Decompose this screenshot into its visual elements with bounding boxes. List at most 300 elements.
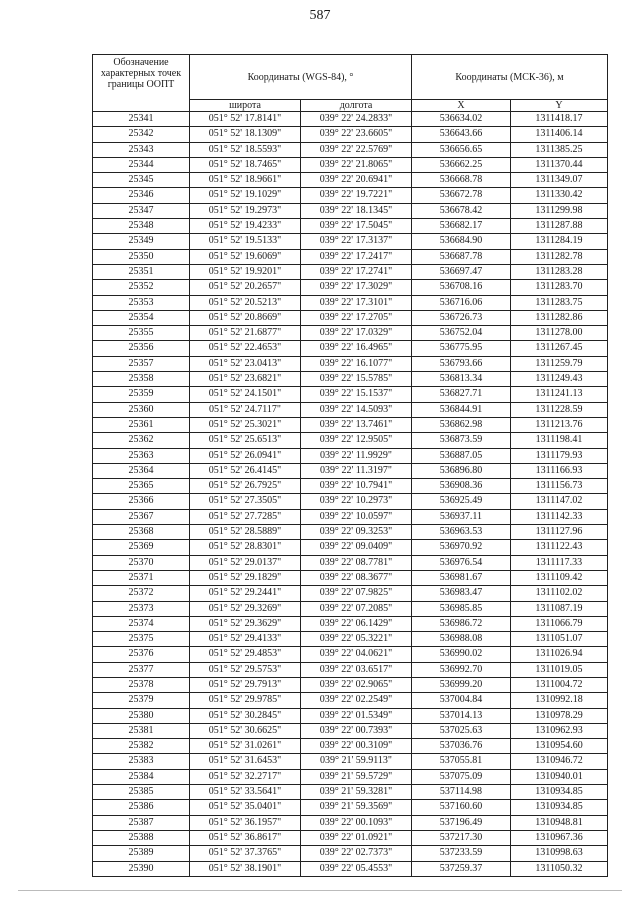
table-row (93, 846, 608, 861)
latitude-cell: 051° 52' 29.2441" (190, 586, 301, 601)
longitude-cell: 039° 21' 59.5729" (301, 769, 412, 784)
point-id-cell: 25363 (93, 448, 190, 463)
longitude-cell: 039° 22' 17.3029" (301, 280, 412, 295)
latitude-cell: 051° 52' 20.5213" (190, 295, 301, 310)
y-cell: 1311102.02 (511, 586, 608, 601)
table-body (93, 112, 608, 877)
longitude-cell: 039° 21' 59.9113" (301, 754, 412, 769)
point-id-cell: 25351 (93, 264, 190, 279)
y-cell: 1311283.70 (511, 280, 608, 295)
table-row (93, 341, 608, 356)
latitude-cell: 051° 52' 31.6453" (190, 754, 301, 769)
y-cell: 1311385.25 (511, 142, 608, 157)
latitude-cell: 051° 52' 21.6877" (190, 326, 301, 341)
header-longitude: долгота (301, 100, 412, 112)
table-row (93, 234, 608, 249)
x-cell: 536827.71 (412, 387, 511, 402)
table-header (93, 55, 608, 112)
latitude-cell: 051° 52' 25.6513" (190, 433, 301, 448)
x-cell: 536985.85 (412, 601, 511, 616)
table-row (93, 479, 608, 494)
latitude-cell: 051° 52' 31.0261" (190, 739, 301, 754)
point-id-cell: 25354 (93, 310, 190, 325)
header-msk: Координаты (МСК-36), м (412, 55, 608, 100)
table-row (93, 127, 608, 142)
y-cell: 1310940.01 (511, 769, 608, 784)
x-cell: 536682.17 (412, 219, 511, 234)
point-id-cell: 25370 (93, 555, 190, 570)
point-id-cell: 25362 (93, 433, 190, 448)
boundary-points-table (92, 54, 608, 877)
x-cell: 537036.76 (412, 739, 511, 754)
latitude-cell: 051° 52' 33.5641" (190, 785, 301, 800)
latitude-cell: 051° 52' 24.7117" (190, 402, 301, 417)
y-cell: 1311406.14 (511, 127, 608, 142)
x-cell: 537160.60 (412, 800, 511, 815)
y-cell: 1311418.17 (511, 112, 608, 127)
longitude-cell: 039° 22' 21.8065" (301, 157, 412, 172)
y-cell: 1311213.76 (511, 417, 608, 432)
x-cell: 536672.78 (412, 188, 511, 203)
table-row (93, 219, 608, 234)
point-id-cell: 25385 (93, 785, 190, 800)
longitude-cell: 039° 22' 12.9505" (301, 433, 412, 448)
point-id-cell: 25376 (93, 647, 190, 662)
table-row (93, 769, 608, 784)
longitude-cell: 039° 22' 07.9825" (301, 586, 412, 601)
table-row (93, 662, 608, 677)
y-cell: 1311122.43 (511, 540, 608, 555)
latitude-cell: 051° 52' 26.7925" (190, 479, 301, 494)
point-id-cell: 25358 (93, 372, 190, 387)
latitude-cell: 051° 52' 28.8301" (190, 540, 301, 555)
point-id-cell: 25355 (93, 326, 190, 341)
table-row (93, 693, 608, 708)
table-row (93, 555, 608, 570)
header-x: X (412, 100, 511, 112)
point-id-cell: 25341 (93, 112, 190, 127)
point-id-cell: 25353 (93, 295, 190, 310)
latitude-cell: 051° 52' 36.8617" (190, 830, 301, 845)
latitude-cell: 051° 52' 32.2717" (190, 769, 301, 784)
x-cell: 536643.66 (412, 127, 511, 142)
longitude-cell: 039° 22' 15.1537" (301, 387, 412, 402)
point-id-cell: 25377 (93, 662, 190, 677)
longitude-cell: 039° 22' 10.2973" (301, 494, 412, 509)
x-cell: 536634.02 (412, 112, 511, 127)
point-id-cell: 25381 (93, 723, 190, 738)
table-row (93, 372, 608, 387)
point-id-cell: 25356 (93, 341, 190, 356)
x-cell: 536684.90 (412, 234, 511, 249)
longitude-cell: 039° 22' 20.6941" (301, 173, 412, 188)
latitude-cell: 051° 52' 19.6069" (190, 249, 301, 264)
latitude-cell: 051° 52' 29.9785" (190, 693, 301, 708)
point-id-cell: 25368 (93, 525, 190, 540)
y-cell: 1311117.33 (511, 555, 608, 570)
y-cell: 1311241.13 (511, 387, 608, 402)
x-cell: 536908.36 (412, 479, 511, 494)
table-row (93, 800, 608, 815)
x-cell: 536862.98 (412, 417, 511, 432)
longitude-cell: 039° 22' 02.2549" (301, 693, 412, 708)
x-cell: 536887.05 (412, 448, 511, 463)
y-cell: 1311330.42 (511, 188, 608, 203)
table-row (93, 326, 608, 341)
y-cell: 1311282.78 (511, 249, 608, 264)
y-cell: 1310998.63 (511, 846, 608, 861)
x-cell: 536687.78 (412, 249, 511, 264)
y-cell: 1311287.88 (511, 219, 608, 234)
y-cell: 1310948.81 (511, 815, 608, 830)
table-row (93, 509, 608, 524)
x-cell: 536990.02 (412, 647, 511, 662)
y-cell: 1311050.32 (511, 861, 608, 876)
y-cell: 1311283.28 (511, 264, 608, 279)
y-cell: 1310962.93 (511, 723, 608, 738)
y-cell: 1311026.94 (511, 647, 608, 662)
latitude-cell: 051° 52' 29.4133" (190, 632, 301, 647)
x-cell: 536708.16 (412, 280, 511, 295)
point-id-cell: 25359 (93, 387, 190, 402)
table-row (93, 739, 608, 754)
y-cell: 1311282.86 (511, 310, 608, 325)
longitude-cell: 039° 22' 00.7393" (301, 723, 412, 738)
longitude-cell: 039° 22' 01.5349" (301, 708, 412, 723)
x-cell: 536976.54 (412, 555, 511, 570)
x-cell: 537196.49 (412, 815, 511, 830)
point-id-cell: 25371 (93, 570, 190, 585)
longitude-cell: 039° 22' 19.7221" (301, 188, 412, 203)
point-id-cell: 25350 (93, 249, 190, 264)
x-cell: 536813.34 (412, 372, 511, 387)
point-id-cell: 25357 (93, 356, 190, 371)
point-id-cell: 25347 (93, 203, 190, 218)
y-cell: 1311109.42 (511, 570, 608, 585)
longitude-cell: 039° 22' 10.0597" (301, 509, 412, 524)
point-id-cell: 25366 (93, 494, 190, 509)
table-row (93, 295, 608, 310)
x-cell: 536678.42 (412, 203, 511, 218)
longitude-cell: 039° 21' 59.3281" (301, 785, 412, 800)
table-row (93, 616, 608, 631)
table-row (93, 570, 608, 585)
latitude-cell: 051° 52' 23.0413" (190, 356, 301, 371)
table-row (93, 112, 608, 127)
table-row (93, 264, 608, 279)
table-row (93, 203, 608, 218)
header-y: Y (511, 100, 608, 112)
latitude-cell: 051° 52' 17.8141" (190, 112, 301, 127)
x-cell: 537075.09 (412, 769, 511, 784)
longitude-cell: 039° 22' 09.0409" (301, 540, 412, 555)
y-cell: 1311087.19 (511, 601, 608, 616)
latitude-cell: 051° 52' 19.2973" (190, 203, 301, 218)
x-cell: 536873.59 (412, 433, 511, 448)
latitude-cell: 051° 52' 18.1309" (190, 127, 301, 142)
latitude-cell: 051° 52' 29.7913" (190, 677, 301, 692)
y-cell: 1311228.59 (511, 402, 608, 417)
y-cell: 1311370.44 (511, 157, 608, 172)
longitude-cell: 039° 22' 16.1077" (301, 356, 412, 371)
table-row (93, 356, 608, 371)
point-id-cell: 25389 (93, 846, 190, 861)
longitude-cell: 039° 22' 24.2833" (301, 112, 412, 127)
point-id-cell: 25349 (93, 234, 190, 249)
table-row (93, 785, 608, 800)
x-cell: 536988.08 (412, 632, 511, 647)
y-cell: 1311147.02 (511, 494, 608, 509)
point-id-cell: 25387 (93, 815, 190, 830)
longitude-cell: 039° 22' 06.1429" (301, 616, 412, 631)
longitude-cell: 039° 22' 07.2085" (301, 601, 412, 616)
x-cell: 537259.37 (412, 861, 511, 876)
point-id-cell: 25383 (93, 754, 190, 769)
latitude-cell: 051° 52' 18.9661" (190, 173, 301, 188)
latitude-cell: 051° 52' 30.6625" (190, 723, 301, 738)
x-cell: 536999.20 (412, 677, 511, 692)
table-row (93, 708, 608, 723)
y-cell: 1311166.93 (511, 463, 608, 478)
x-cell: 536844.91 (412, 402, 511, 417)
x-cell: 536970.92 (412, 540, 511, 555)
latitude-cell: 051° 52' 38.1901" (190, 861, 301, 876)
point-id-cell: 25382 (93, 739, 190, 754)
table-row (93, 433, 608, 448)
boundary-points-table-wrapper (92, 54, 607, 877)
table-row (93, 723, 608, 738)
point-id-cell: 25373 (93, 601, 190, 616)
table-row (93, 173, 608, 188)
point-id-cell: 25375 (93, 632, 190, 647)
point-id-cell: 25343 (93, 142, 190, 157)
latitude-cell: 051° 52' 20.8669" (190, 310, 301, 325)
longitude-cell: 039° 22' 10.7941" (301, 479, 412, 494)
point-id-cell: 25364 (93, 463, 190, 478)
table-row (93, 830, 608, 845)
longitude-cell: 039° 22' 23.6605" (301, 127, 412, 142)
table-row (93, 310, 608, 325)
page-bottom-divider (18, 890, 622, 891)
point-id-cell: 25380 (93, 708, 190, 723)
longitude-cell: 039° 22' 11.3197" (301, 463, 412, 478)
latitude-cell: 051° 52' 35.0401" (190, 800, 301, 815)
y-cell: 1310954.60 (511, 739, 608, 754)
longitude-cell: 039° 22' 05.4553" (301, 861, 412, 876)
table-row (93, 815, 608, 830)
table-row (93, 632, 608, 647)
longitude-cell: 039° 21' 59.3569" (301, 800, 412, 815)
y-cell: 1311249.43 (511, 372, 608, 387)
longitude-cell: 039° 22' 02.7373" (301, 846, 412, 861)
longitude-cell: 039° 22' 05.3221" (301, 632, 412, 647)
x-cell: 537233.59 (412, 846, 511, 861)
x-cell: 536981.67 (412, 570, 511, 585)
x-cell: 536656.65 (412, 142, 511, 157)
x-cell: 536992.70 (412, 662, 511, 677)
x-cell: 537025.63 (412, 723, 511, 738)
point-id-cell: 25379 (93, 693, 190, 708)
y-cell: 1311019.05 (511, 662, 608, 677)
longitude-cell: 039° 22' 17.2417" (301, 249, 412, 264)
table-row (93, 157, 608, 172)
point-id-cell: 25361 (93, 417, 190, 432)
page-number: 587 (309, 8, 331, 23)
longitude-cell: 039° 22' 16.4965" (301, 341, 412, 356)
longitude-cell: 039° 22' 00.3109" (301, 739, 412, 754)
y-cell: 1310934.85 (511, 785, 608, 800)
x-cell: 536793.66 (412, 356, 511, 371)
x-cell: 536983.47 (412, 586, 511, 601)
longitude-cell: 039° 22' 17.2705" (301, 310, 412, 325)
y-cell: 1311283.75 (511, 295, 608, 310)
x-cell: 536925.49 (412, 494, 511, 509)
y-cell: 1311299.98 (511, 203, 608, 218)
latitude-cell: 051° 52' 19.4233" (190, 219, 301, 234)
y-cell: 1310934.85 (511, 800, 608, 815)
point-id-cell: 25348 (93, 219, 190, 234)
table-row (93, 387, 608, 402)
longitude-cell: 039° 22' 08.3677" (301, 570, 412, 585)
y-cell: 1311284.19 (511, 234, 608, 249)
longitude-cell: 039° 22' 22.5769" (301, 142, 412, 157)
latitude-cell: 051° 52' 29.5753" (190, 662, 301, 677)
longitude-cell: 039° 22' 17.3101" (301, 295, 412, 310)
table-row (93, 754, 608, 769)
point-id-cell: 25378 (93, 677, 190, 692)
point-id-cell: 25369 (93, 540, 190, 555)
point-id-cell: 25342 (93, 127, 190, 142)
table-row (93, 280, 608, 295)
latitude-cell: 051° 52' 27.7285" (190, 509, 301, 524)
latitude-cell: 051° 52' 29.1829" (190, 570, 301, 585)
x-cell: 537114.98 (412, 785, 511, 800)
latitude-cell: 051° 52' 30.2845" (190, 708, 301, 723)
latitude-cell: 051° 52' 29.4853" (190, 647, 301, 662)
latitude-cell: 051° 52' 23.6821" (190, 372, 301, 387)
x-cell: 536697.47 (412, 264, 511, 279)
latitude-cell: 051° 52' 25.3021" (190, 417, 301, 432)
longitude-cell: 039° 22' 14.5093" (301, 402, 412, 417)
x-cell: 536963.53 (412, 525, 511, 540)
latitude-cell: 051° 52' 18.7465" (190, 157, 301, 172)
longitude-cell: 039° 22' 18.1345" (301, 203, 412, 218)
y-cell: 1310946.72 (511, 754, 608, 769)
y-cell: 1311278.00 (511, 326, 608, 341)
longitude-cell: 039° 22' 04.0621" (301, 647, 412, 662)
y-cell: 1311127.96 (511, 525, 608, 540)
latitude-cell: 051° 52' 24.1501" (190, 387, 301, 402)
table-row (93, 601, 608, 616)
longitude-cell: 039° 22' 17.0329" (301, 326, 412, 341)
table-row (93, 647, 608, 662)
longitude-cell: 039° 22' 17.2741" (301, 264, 412, 279)
latitude-cell: 051° 52' 19.1029" (190, 188, 301, 203)
x-cell: 536775.95 (412, 341, 511, 356)
latitude-cell: 051° 52' 29.3629" (190, 616, 301, 631)
table-row (93, 677, 608, 692)
latitude-cell: 051° 52' 29.3269" (190, 601, 301, 616)
point-id-cell: 25352 (93, 280, 190, 295)
longitude-cell: 039° 22' 01.0921" (301, 830, 412, 845)
header-point-label: Обозначение характерных точек границы ООПТ (93, 55, 190, 112)
y-cell: 1311051.07 (511, 632, 608, 647)
x-cell: 537004.84 (412, 693, 511, 708)
x-cell: 536668.78 (412, 173, 511, 188)
y-cell: 1310967.36 (511, 830, 608, 845)
table-row (93, 525, 608, 540)
header-latitude: широта (190, 100, 301, 112)
longitude-cell: 039° 22' 15.5785" (301, 372, 412, 387)
y-cell: 1310978.29 (511, 708, 608, 723)
x-cell: 536752.04 (412, 326, 511, 341)
table-row (93, 586, 608, 601)
longitude-cell: 039° 22' 00.1093" (301, 815, 412, 830)
latitude-cell: 051° 52' 29.0137" (190, 555, 301, 570)
y-cell: 1311004.72 (511, 677, 608, 692)
point-id-cell: 25360 (93, 402, 190, 417)
latitude-cell: 051° 52' 20.2657" (190, 280, 301, 295)
y-cell: 1310992.18 (511, 693, 608, 708)
x-cell: 537217.30 (412, 830, 511, 845)
y-cell: 1311267.45 (511, 341, 608, 356)
point-id-cell: 25390 (93, 861, 190, 876)
table-row (93, 188, 608, 203)
latitude-cell: 051° 52' 28.5889" (190, 525, 301, 540)
point-id-cell: 25345 (93, 173, 190, 188)
table-row (93, 861, 608, 876)
y-cell: 1311198.41 (511, 433, 608, 448)
y-cell: 1311349.07 (511, 173, 608, 188)
longitude-cell: 039° 22' 13.7461" (301, 417, 412, 432)
table-row (93, 142, 608, 157)
y-cell: 1311156.73 (511, 479, 608, 494)
latitude-cell: 051° 52' 27.3505" (190, 494, 301, 509)
longitude-cell: 039° 22' 08.7781" (301, 555, 412, 570)
table-row (93, 463, 608, 478)
x-cell: 536896.80 (412, 463, 511, 478)
table-row (93, 249, 608, 264)
latitude-cell: 051° 52' 19.9201" (190, 264, 301, 279)
longitude-cell: 039° 22' 17.3137" (301, 234, 412, 249)
latitude-cell: 051° 52' 18.5593" (190, 142, 301, 157)
y-cell: 1311259.79 (511, 356, 608, 371)
latitude-cell: 051° 52' 26.0941" (190, 448, 301, 463)
y-cell: 1311179.93 (511, 448, 608, 463)
latitude-cell: 051° 52' 36.1957" (190, 815, 301, 830)
point-id-cell: 25374 (93, 616, 190, 631)
point-id-cell: 25388 (93, 830, 190, 845)
y-cell: 1311066.79 (511, 616, 608, 631)
table-row (93, 417, 608, 432)
longitude-cell: 039° 22' 03.6517" (301, 662, 412, 677)
point-id-cell: 25346 (93, 188, 190, 203)
x-cell: 536662.25 (412, 157, 511, 172)
x-cell: 536726.73 (412, 310, 511, 325)
point-id-cell: 25344 (93, 157, 190, 172)
point-id-cell: 25386 (93, 800, 190, 815)
longitude-cell: 039° 22' 09.3253" (301, 525, 412, 540)
point-id-cell: 25367 (93, 509, 190, 524)
x-cell: 537014.13 (412, 708, 511, 723)
longitude-cell: 039° 22' 11.9929" (301, 448, 412, 463)
x-cell: 536716.06 (412, 295, 511, 310)
latitude-cell: 051° 52' 22.4653" (190, 341, 301, 356)
x-cell: 536986.72 (412, 616, 511, 631)
x-cell: 537055.81 (412, 754, 511, 769)
y-cell: 1311142.33 (511, 509, 608, 524)
longitude-cell: 039° 22' 17.5045" (301, 219, 412, 234)
